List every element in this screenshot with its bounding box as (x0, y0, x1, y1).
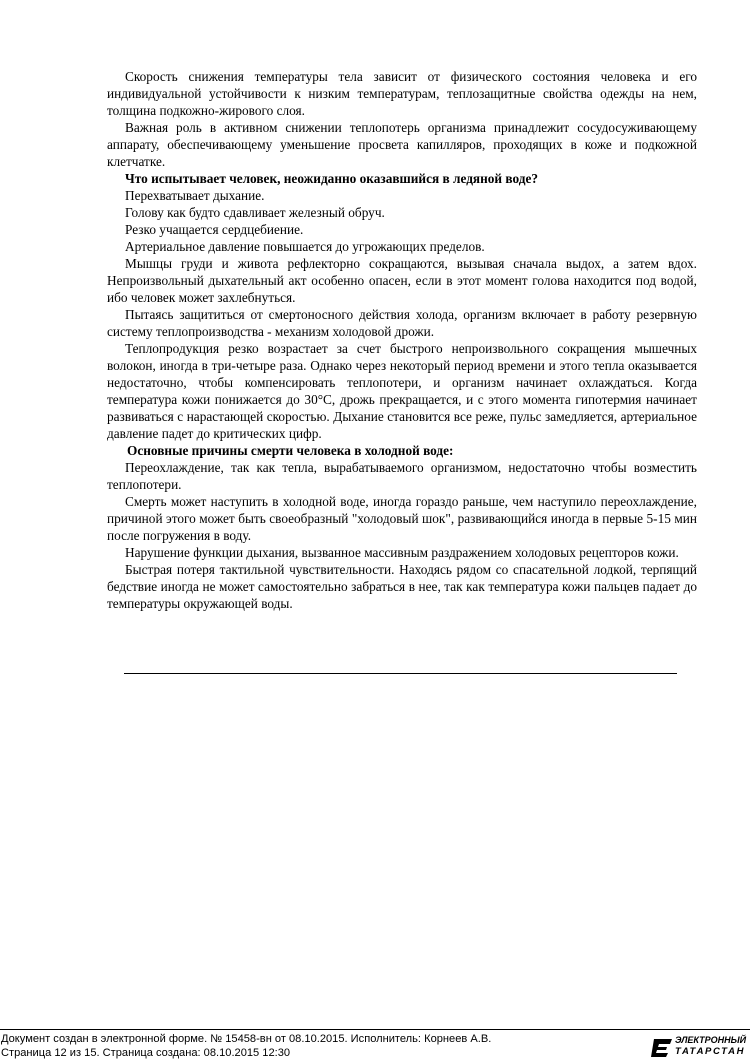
list-item: Перехватывает дыхание. (125, 188, 265, 203)
logo-text-line1: ЭЛЕКТРОННЫЙ (675, 1035, 747, 1045)
footer-document-info: Документ создан в электронной форме. № 15458-вн от 08.10.2015. Исполнитель: Корнеев А.В. (1, 1033, 492, 1045)
list-item: Артериальное давление повышается до угрожающих пределов. (125, 239, 485, 254)
electronic-tatarstan-logo (650, 1034, 748, 1060)
logo-text-line2: ТАТАРСТАН (675, 1046, 746, 1057)
end-rule-divider (124, 673, 677, 674)
paragraph-vasoconstriction: Важная роль в активном снижении теплопотерь организма принадлежит сосудосуживающему аппарату, обеспечивающему уменьшение просвета капилляров, проходящих в коже и подкожной клетчатке. (107, 120, 697, 169)
paragraph-cold-shock: Смерть может наступить в холодной воде, иногда гораздо раньше, чем наступило переохлаждение, причиной этого может быть своеобразный "холодовый шок", развивающийся иногда в первые 5-15 мин после погружения в воду. (107, 494, 697, 543)
heading-icy-water: Что испытывает человек, неожиданно оказавшийся в ледяной воде? (125, 171, 539, 186)
paragraph-tactile-loss: Быстрая потеря тактильной чувствительности. Находясь рядом со спасательной лодкой, терпящий бедствие иногда не может самостоятельно забраться в нее, так как температура кожи пальцев падает до температуры окружающей воды. (107, 562, 697, 611)
heading-causes-of-death: Основные причины смерти человека в холодной воде: (127, 443, 454, 458)
list-item: Голову как будто сдавливает железный обруч. (125, 205, 385, 220)
list-item: Резко учащается сердцебиение. (125, 222, 304, 237)
paragraph-breathing: Нарушение функции дыхания, вызванное массивным раздражением холодовых рецепторов кожи. (125, 545, 679, 560)
paragraph-cold-shivering: Пытаясь защититься от смертоносного действия холода, организм включает в работу резервную систему теплопроизводства - механизм холодовой дрожи. (107, 307, 697, 339)
paragraph-muscles-reflex: Мышцы груди и живота рефлекторно сокращаются, вызывая сначала выдох, а затем вдох. Непроизвольный дыхательный акт особенно опасен, если в этот момент голова находится под водой, ибо человек может захлебнуться. (107, 256, 697, 305)
paragraph-temperature-rate: Скорость снижения температуры тела зависит от физического состояния человека и его индивидуальной устойчивости к низким температурам, теплозащитные свойства одежды на нем, толщина подкожно-жирового слоя. (107, 69, 697, 118)
footer (0, 1029, 750, 1062)
electronic-tatarstan-logo-icon (650, 1035, 674, 1059)
footer-info (1, 1032, 491, 1060)
paragraph-heat-production: Теплопродукция резко возрастает за счет быстрого непроизвольного сокращения мышечных волокон, иногда в три-четыре раза. Однако через некоторый период времени и этого тепла оказывается недостаточно, чтобы компенсировать теплопотери, и организм начинает охлаждаться. Когда температура кожи понижается до 30°С, дрожь прекращается, и с этого момента гипотермия начинает развиваться с нарастающей скоростью. Дыхание становится все реже, пульс замедляется, артериальное давление падет до критических цифр. (107, 341, 697, 441)
footer-page-info: Страница 12 из 15. Страница создана: 08.10.2015 12:30 (1, 1047, 291, 1059)
document-body (107, 68, 697, 612)
paragraph-hypothermia: Переохлаждение, так как тепла, вырабатываемого организмом, недостаточно чтобы возместить теплопотери. (107, 460, 697, 492)
